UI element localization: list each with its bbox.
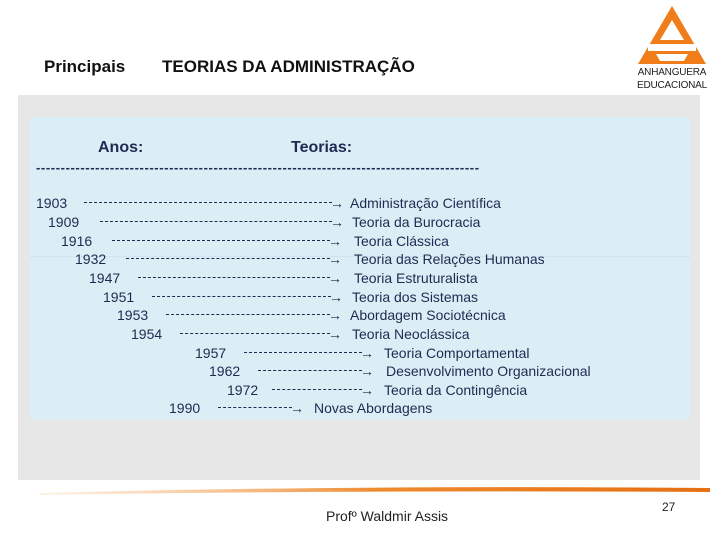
row-theory: Teoria da Contingência [384,382,528,398]
arrow-right-icon: → [360,345,374,361]
row-theory: Teoria Estruturalista [354,270,478,286]
arrow-right-icon: → [328,270,342,286]
timeline-row [0,400,720,418]
row-dashed-line [84,202,332,203]
arrow-right-icon: → [330,195,344,211]
row-theory: Teoria das Relações Humanas [354,251,545,267]
row-year: 1957 [195,345,227,361]
row-theory: Novas Abordagens [314,400,433,416]
row-theory: Teoria Clássica [354,233,449,249]
logo-text-line2: EDUCACIONAL [636,80,708,91]
timeline-row [0,289,720,307]
page-title-left: Principais [44,57,126,76]
row-year: 1932 [75,251,107,267]
row-year: 1990 [169,400,201,416]
row-year: 1951 [103,289,135,305]
arrow-right-icon: → [328,326,342,342]
timeline-row [0,195,720,213]
arrow-right-icon: → [290,400,304,416]
page-title: TEORIAS DA ADMINISTRAÇÃO [162,57,415,76]
arrow-right-icon: → [328,307,342,323]
row-dashed-line [166,314,330,315]
row-year: 1916 [61,233,93,249]
row-theory: Teoria da Burocracia [352,214,481,230]
row-year: 1909 [48,214,80,230]
column-header-years: Anos: [98,139,144,156]
timeline-row [0,345,720,363]
row-year: 1962 [209,363,241,379]
header-separator: ------------------------------------------------------------------------------------------ [36,160,480,175]
row-theory: Teoria Neoclássica [352,326,470,342]
row-dashed-line [244,352,362,353]
timeline-row [0,270,720,288]
row-dashed-line [180,333,330,334]
arrow-right-icon: → [360,382,374,398]
row-year: 1903 [36,195,68,211]
arrow-right-icon: → [330,214,344,230]
row-year: 1947 [89,270,121,286]
timeline-row [0,326,720,344]
row-theory: Desenvolvimento Organizacional [386,363,591,379]
row-theory: Administração Científica [350,195,501,211]
footer-swoosh [40,484,710,496]
timeline-row [0,363,720,381]
row-dashed-line [112,240,330,241]
page-number: 27 [662,500,676,514]
row-theory: Teoria Comportamental [384,345,530,361]
row-dashed-line [272,389,362,390]
timeline-row [0,251,720,269]
row-dashed-line [100,221,332,222]
row-dashed-line [126,258,330,259]
row-dashed-line [218,407,292,408]
row-year: 1954 [131,326,163,342]
row-dashed-line [152,296,331,297]
timeline-row [0,307,720,325]
logo-text-line1: ANHANGUERA [637,67,707,78]
row-dashed-line [258,370,362,371]
row-year: 1972 [227,382,259,398]
row-year: 1953 [117,307,149,323]
timeline-row [0,233,720,251]
row-dashed-line [138,277,330,278]
column-header-theories: Teorias: [291,139,353,156]
arrow-right-icon: → [328,233,342,249]
row-theory: Teoria dos Sistemas [352,289,479,305]
row-theory: Abordagem Sociotécnica [350,307,506,323]
timeline-row [0,214,720,232]
timeline-row [0,382,720,400]
arrow-right-icon: → [329,289,343,305]
arrow-right-icon: → [328,251,342,267]
arrow-right-icon: → [360,363,374,379]
footer-author: Profº Waldmir Assis [326,508,449,524]
